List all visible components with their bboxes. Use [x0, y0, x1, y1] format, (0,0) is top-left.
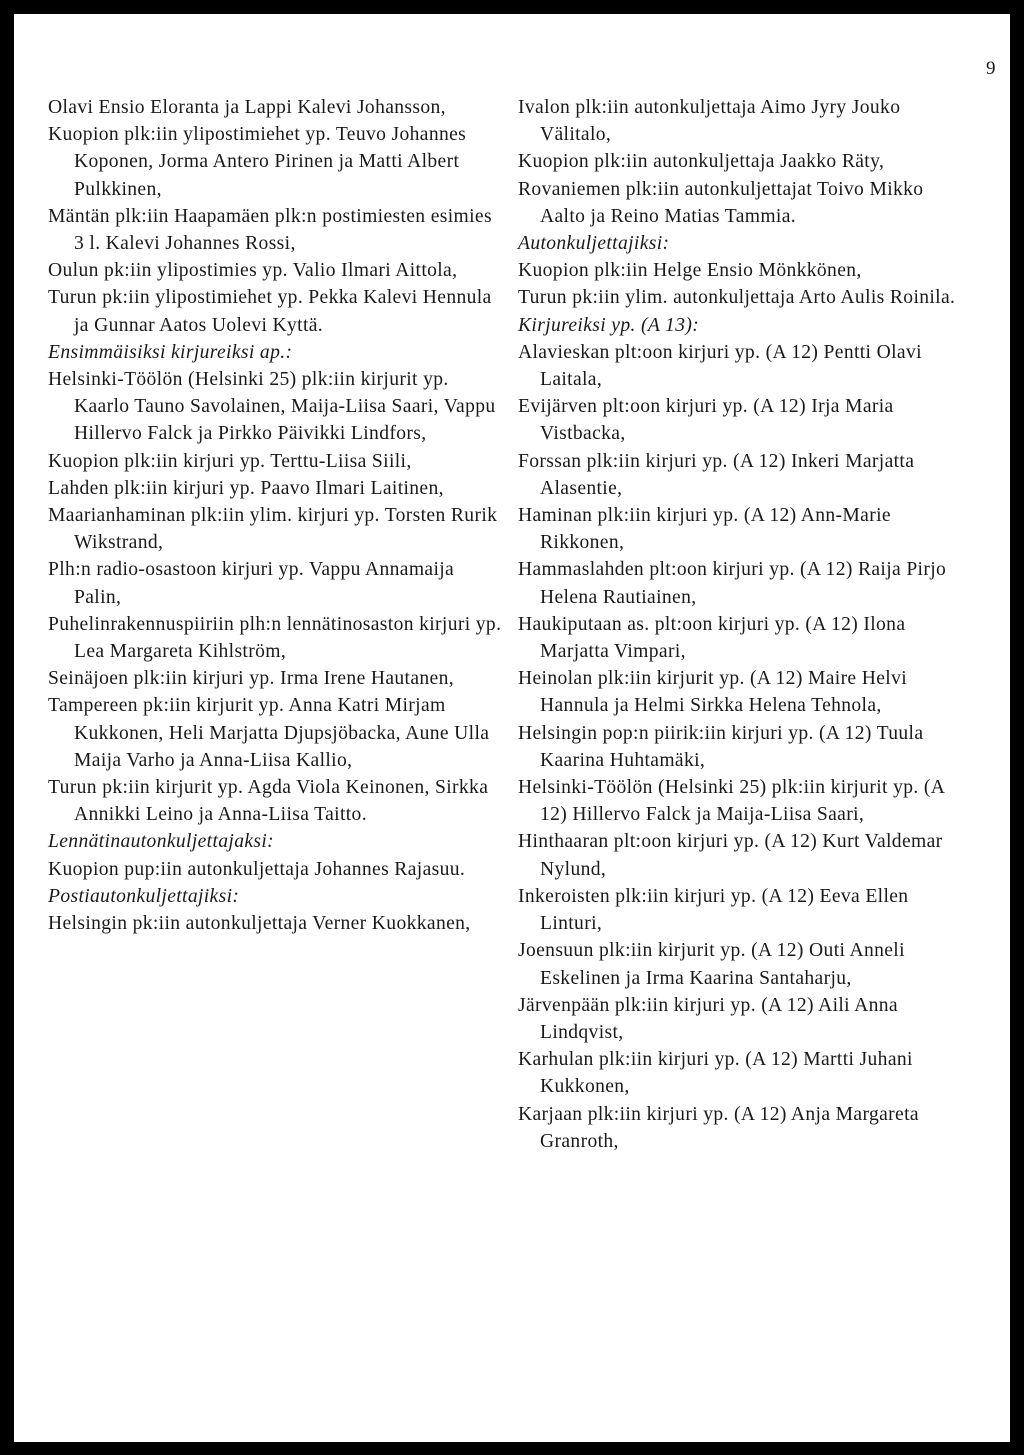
left-entry: Seinäjoen plk:iin kirjuri yp. Irma Irene Hautanen,: [48, 668, 454, 690]
left-entry: Turun pk:iin ylipostimiehet yp. Pekka Kalevi Hennula ja Gunnar Aatos Uolevi Kyttä.: [48, 287, 492, 336]
left-entry: Lahden plk:iin kirjuri yp. Paavo Ilmari Laitinen,: [48, 477, 444, 499]
left-entry: Kuopion pup:iin autonkuljettaja Johannes Rajasuu.: [48, 858, 466, 880]
left-entry: Maarianhaminan plk:iin ylim. kirjuri yp. Torsten Rurik Wikstrand,: [48, 505, 498, 554]
right-entry: Järvenpään plk:iin kirjuri yp. (A 12) Aili Anna Lindqvist,: [518, 994, 898, 1043]
document-page: [14, 14, 1010, 1442]
section-heading: Autonkuljettajiksi:: [518, 233, 670, 255]
right-entry: Forssan plk:iin kirjuri yp. (A 12) Inkeri Marjatta Alasentie,: [518, 450, 915, 499]
left-entry: Helsinki-Töölön (Helsinki 25) plk:iin kirjurit yp. Kaarlo Tauno Savolainen, Maija-Liisa Saari, Vappu Hillervo Falck ja Pirkko Päivikki Lindfors,: [48, 369, 496, 445]
left-entry: Oulun pk:iin ylipostimies yp. Valio Ilmari Aittola,: [48, 260, 458, 282]
left-entry: Plh:n radio-osastoon kirjuri yp. Vappu Annamaija Palin,: [48, 559, 455, 608]
right-entry: Hinthaaran plt:oon kirjuri yp. (A 12) Kurt Valdemar Nylund,: [518, 831, 943, 880]
left-entry: Mäntän plk:iin Haapamäen plk:n postimiesten esimies 3 l. Kalevi Johannes Rossi,: [48, 205, 492, 255]
left-entry: Olavi Ensio Eloranta ja Lappi Kalevi Johansson,: [48, 97, 446, 118]
left-entry: Puhelinrakennuspiiriin plh:n lennätinosaston kirjuri yp. Lea Margareta Kihlström,: [48, 613, 502, 663]
left-entry: Kuopion plk:iin ylipostimiehet yp. Teuvo Johannes Koponen, Jorma Antero Pirinen ja Matti Albert Pulkkinen,: [48, 124, 467, 200]
right-entry: Turun pk:iin ylim. autonkuljettaja Arto Aulis Roinila.: [518, 287, 956, 309]
right-entry: Kuopion plk:iin autonkuljettaja Jaakko Räty,: [518, 151, 885, 173]
left-entry: Turun pk:iin kirjurit yp. Agda Viola Keinonen, Sirkka Annikki Leino ja Anna-Liisa Taitto.: [48, 777, 489, 826]
left-entry: Tampereen pk:iin kirjurit yp. Anna Katri Mirjam Kukkonen, Heli Marjatta Djupsjöbacka, Aune Ulla Maija Varho ja Anna-Liisa Kallio,: [48, 695, 490, 771]
section-heading: Ensimmäisiksi kirjureiksi ap.:: [48, 341, 293, 363]
right-entry: Rovaniemen plk:iin autonkuljettajat Toivo Mikko Aalto ja Reino Matias Tammia.: [518, 178, 924, 227]
left-column: [48, 94, 502, 937]
right-entry: Helsinki-Töölön (Helsinki 25) plk:iin kirjurit yp. (A 12) Hillervo Falck ja Maija-Liisa Saari,: [518, 777, 945, 826]
left-entry: Kuopion plk:iin kirjuri yp. Terttu-Liisa Siili,: [48, 450, 412, 472]
right-entry: Helsingin pop:n piirik:iin kirjuri yp. (A 12) Tuula Kaarina Huhtamäki,: [518, 722, 924, 771]
right-entry: Ivalon plk:iin autonkuljettaja Aimo Jyry Jouko Välitalo,: [518, 97, 901, 146]
right-entry: Joensuun plk:iin kirjurit yp. (A 12) Outi Anneli Eskelinen ja Irma Kaarina Santaharju,: [518, 940, 905, 989]
right-entry: Kuopion plk:iin Helge Ensio Mönkkönen,: [518, 260, 862, 282]
right-entry: Haukiputaan as. plt:oon kirjuri yp. (A 12) Ilona Marjatta Vimpari,: [518, 613, 906, 663]
section-heading: Lennätinautonkuljettajaksi:: [48, 831, 275, 853]
right-entry: Alavieskan plt:oon kirjuri yp. (A 12) Pentti Olavi Laitala,: [518, 341, 922, 391]
right-entry: Hammaslahden plt:oon kirjuri yp. (A 12) Raija Pirjo Helena Rautiainen,: [518, 559, 947, 608]
right-entry: Karjaan plk:iin kirjuri yp. (A 12) Anja Margareta Granroth,: [518, 1103, 919, 1152]
left-entry: Helsingin pk:iin autonkuljettaja Verner Kuokkanen,: [48, 913, 471, 935]
section-heading: Postiautonkuljettajiksi:: [48, 885, 240, 907]
right-entry: Heinolan plk:iin kirjurit yp. (A 12) Maire Helvi Hannula ja Helmi Sirkka Helena Tehnola,: [518, 668, 908, 717]
section-heading: Kirjureiksi yp. (A 13):: [518, 314, 700, 336]
right-column: [518, 94, 962, 1155]
right-entry: Karhulan plk:iin kirjuri yp. (A 12) Martti Juhani Kukkonen,: [518, 1049, 913, 1098]
right-entry: Inkeroisten plk:iin kirjuri yp. (A 12) Eeva Ellen Linturi,: [518, 885, 909, 935]
right-entry: Haminan plk:iin kirjuri yp. (A 12) Ann-Marie Rikkonen,: [518, 505, 891, 554]
right-entry: Evijärven plt:oon kirjuri yp. (A 12) Irja Maria Vistbacka,: [518, 396, 894, 445]
page-number: 9: [986, 58, 996, 79]
